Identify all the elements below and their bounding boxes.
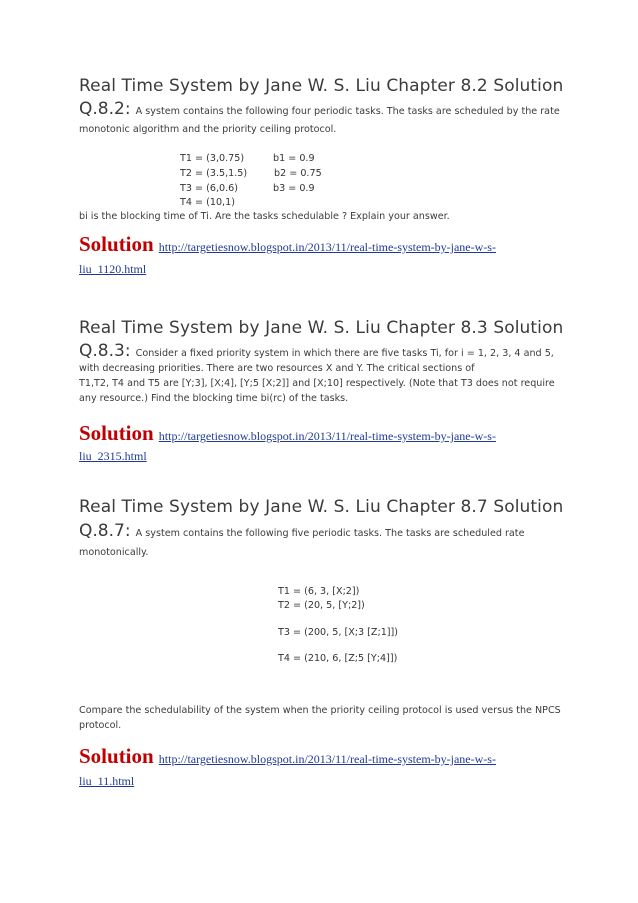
section3-solution-label: Solution [79, 744, 154, 768]
section2-solution-label: Solution [79, 421, 154, 445]
section1-question [79, 99, 560, 119]
section1-blocking-3: b3 = 0.9 [273, 183, 315, 194]
section2-solution [79, 421, 496, 446]
section2-question [79, 341, 554, 361]
section3-task-2: T2 = (20, 5, [Y;2]) [278, 600, 365, 611]
section1-task-3: T3 = (6,0.6) [180, 183, 238, 194]
section1-blocking-1: b1 = 0.9 [273, 153, 315, 164]
section3-question-number: Q.8.7: [79, 521, 131, 541]
section2-question-number: Q.8.3: [79, 341, 131, 361]
section3-question-line2: monotonically. [79, 547, 149, 558]
section3-task-4: T4 = (210, 6, [Z;5 [Y;4]]) [278, 653, 398, 664]
section2-solution-link-cont[interactable]: liu_2315.html [79, 449, 147, 463]
section1-solution [79, 232, 496, 257]
section2-question-line4: any resource.) Find the blocking time bi(rc) of the tasks. [79, 393, 349, 404]
section3-question-line1: A system contains the following five periodic tasks. The tasks are scheduled rate [135, 528, 525, 539]
section1-blocking-2: b2 = 0.75 [274, 168, 322, 179]
section1-question-number: Q.8.2: [79, 99, 131, 119]
section1-task-4: T4 = (10,1) [180, 197, 235, 208]
section1-question-line1: A system contains the following four periodic tasks. The tasks are scheduled by the rate [135, 106, 560, 117]
section1-solution-link-cont[interactable]: liu_1120.html [79, 262, 147, 276]
section1-task-2: T2 = (3.5,1.5) [180, 168, 248, 179]
section3-task-3: T3 = (200, 5, [X;3 [Z;1]]) [278, 627, 399, 638]
section1-question-line3: bi is the blocking time of Ti. Are the tasks schedulable ? Explain your answer. [79, 211, 450, 222]
section2-heading: Real Time System by Jane W. S. Liu Chapter 8.3 Solution [79, 318, 564, 338]
section3-solution-link-cont[interactable]: liu_11.html [79, 774, 135, 788]
section1-question-line2: monotonic algorithm and the priority ceiling protocol. [79, 124, 337, 135]
section2-question-line3: T1,T2, T4 and T5 are [Y;3], [X;4], [Y;5 [X;2]] and [X;10] respectively. (Note that T3 does not require [79, 378, 555, 389]
section1-heading: Real Time System by Jane W. S. Liu Chapter 8.2 Solution [79, 76, 564, 96]
section3-question [79, 521, 524, 541]
section2-question-line1: Consider a fixed priority system in which there are five tasks Ti, for i = 1, 2, 3, 4 and 5, [135, 348, 554, 359]
section2-solution-link[interactable]: http://targetiesnow.blogspot.in/2013/11/real-time-system-by-jane-w-s- [158, 429, 496, 443]
section2-question-line2: with decreasing priorities. There are two resources X and Y. The critical sections of [79, 363, 475, 374]
section3-question-line3: Compare the schedulability of the system when the priority ceiling protocol is used versus the NPCS [79, 705, 561, 716]
section1-task-1: T1 = (3,0.75) [180, 153, 245, 164]
section3-task-1: T1 = (6, 3, [X;2]) [278, 586, 360, 597]
section3-solution-link[interactable]: http://targetiesnow.blogspot.in/2013/11/real-time-system-by-jane-w-s- [158, 752, 496, 766]
section1-solution-link[interactable]: http://targetiesnow.blogspot.in/2013/11/real-time-system-by-jane-w-s- [158, 240, 496, 254]
section3-question-line4: protocol. [79, 720, 122, 731]
section3-solution [79, 744, 496, 769]
section3-heading: Real Time System by Jane W. S. Liu Chapter 8.7 Solution [79, 497, 564, 517]
section1-solution-label: Solution [79, 232, 154, 256]
